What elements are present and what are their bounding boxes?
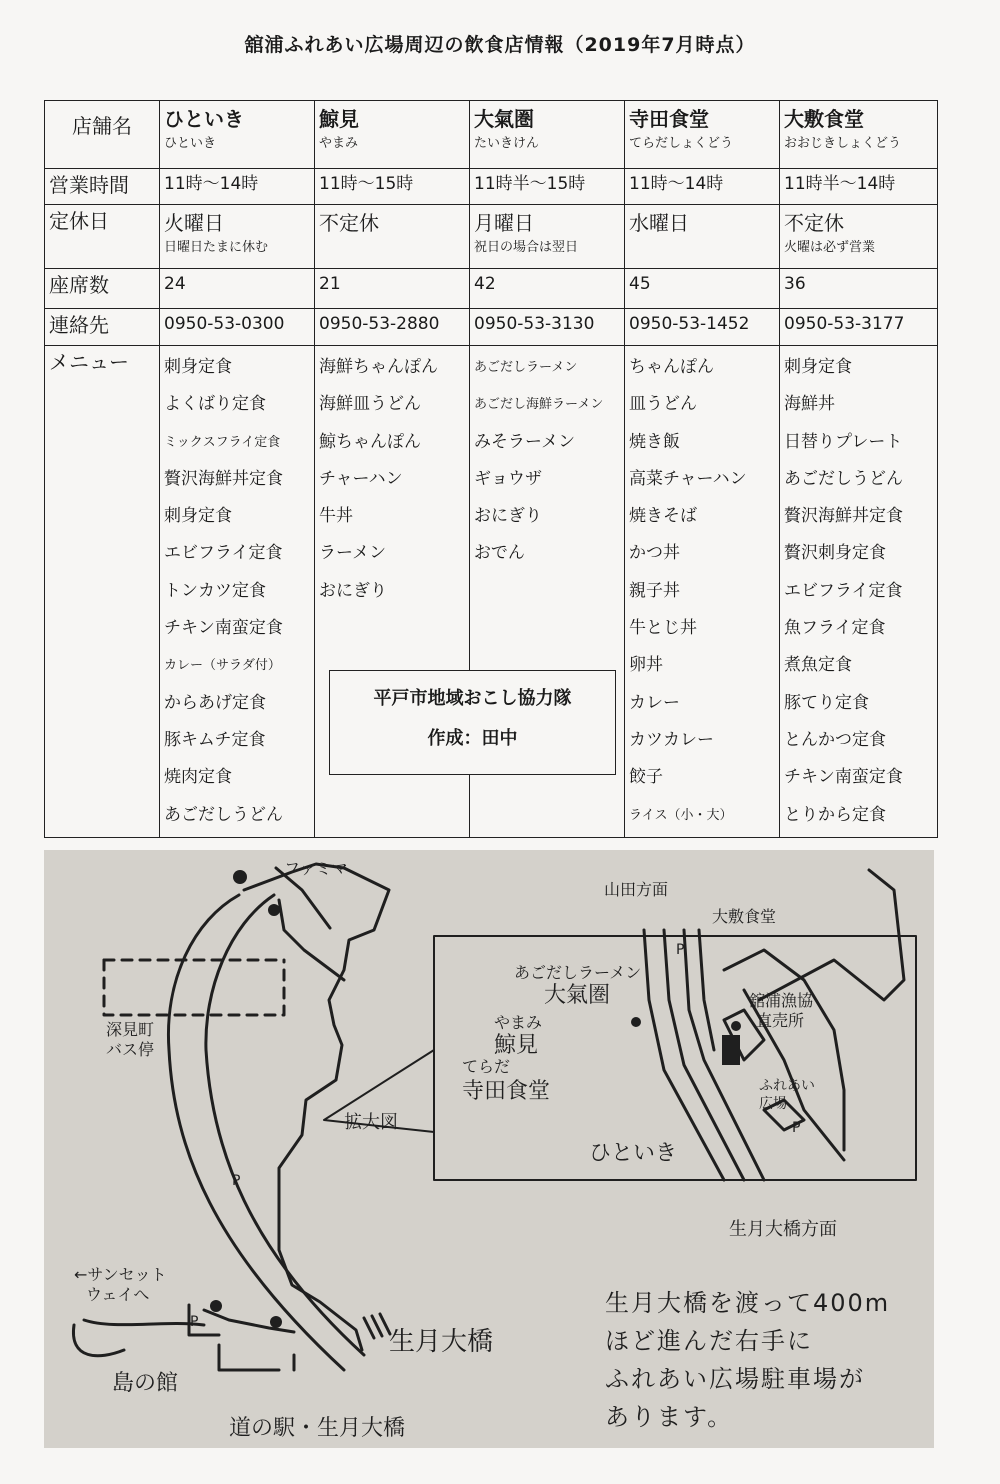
menu-item: 牛丼 <box>319 506 353 527</box>
map-label-gyokyo-2: 直売所 <box>756 1011 805 1030</box>
menu-item: 焼肉定食 <box>164 767 232 788</box>
label-hours: 営業時間 <box>45 169 160 205</box>
menu-item: 贅沢刺身定食 <box>784 543 886 564</box>
map-label-hitoiki: ひといき <box>589 1141 678 1166</box>
map-label-yamada: 山田方面 <box>604 880 669 899</box>
closed-cell <box>160 205 315 269</box>
menu-item: ミックスフライ定食 <box>164 434 281 450</box>
menu-item: 卵丼 <box>629 655 663 676</box>
menu-item: 刺身定食 <box>164 506 232 527</box>
menu-item: 魚フライ定食 <box>784 618 886 639</box>
shop-hours: 11時～15時 <box>315 169 470 205</box>
menu-item: あごだし海鮮ラーメン <box>474 397 604 413</box>
closed-note: 祝日の場合は翌日 <box>474 240 579 255</box>
shop-reading: ひといき <box>164 136 217 151</box>
label-closed: 定休日 <box>45 205 160 269</box>
credit-box <box>329 670 616 775</box>
map-label-hiroba: ふれあい <box>759 1078 815 1094</box>
credit-author: 作成：田中 <box>427 728 518 749</box>
menu-item: エビフライ定食 <box>164 543 283 564</box>
menu-item: チャーハン <box>319 468 403 489</box>
menu-item: 餃子 <box>629 767 663 788</box>
page-title: 舘浦ふれあい広場周辺の飲食店情報（2019年7月時点） <box>244 34 756 56</box>
menu-item: トンカツ定食 <box>164 580 266 601</box>
map-label-bridge-dir: 生月大橋方面 <box>729 1219 837 1240</box>
label-contact: 連絡先 <box>45 309 160 346</box>
shop-hours: 11時半～15時 <box>470 169 625 205</box>
menu-item: チキン南蛮定食 <box>164 618 283 639</box>
menu-item: 煮魚定食 <box>784 655 852 676</box>
shop-phone: 0950-53-0300 <box>160 309 315 346</box>
menu-item: あごだしラーメン <box>474 360 578 375</box>
menu-item: おでん <box>474 543 525 564</box>
closed-cell <box>780 205 938 269</box>
map-label-sunset: ←サンセット <box>74 1265 167 1284</box>
shop-cell <box>625 101 780 169</box>
menu-item: とりから定食 <box>784 804 886 825</box>
parking-icon: P <box>792 1120 801 1136</box>
shop-phone: 0950-53-1452 <box>625 309 780 346</box>
menu-item: 牛とじ丼 <box>629 618 697 639</box>
row-shop-name <box>45 101 938 169</box>
map-label-terada: 寺田食堂 <box>462 1079 551 1104</box>
shop-phone: 0950-53-3130 <box>470 309 625 346</box>
menu-item: カレー <box>629 692 680 713</box>
shop-seats: 21 <box>315 269 470 309</box>
menu-item: からあげ定食 <box>164 692 266 713</box>
menu-item: ギョウザ <box>474 468 542 489</box>
menu-item: 焼き飯 <box>629 431 680 452</box>
closed-day: 火曜日 <box>164 211 224 235</box>
row-closed <box>45 205 938 269</box>
closed-day: 不定休 <box>319 211 379 235</box>
menu-item: あごだしうどん <box>784 468 903 489</box>
menu-list <box>629 349 775 834</box>
menu-item: エビフライ定食 <box>784 580 903 601</box>
shop-phone: 0950-53-2880 <box>315 309 470 346</box>
menu-cell <box>780 346 938 838</box>
menu-item: よくばり定食 <box>164 394 266 415</box>
credit-org: 平戸市地域おこし協力隊 <box>373 688 572 709</box>
shop-seats: 36 <box>780 269 938 309</box>
row-hours <box>45 169 938 205</box>
menu-list <box>164 349 310 834</box>
menu-item: 高菜チャーハン <box>629 468 747 489</box>
shop-name: 寺田食堂 <box>629 107 709 131</box>
label-seats: 座席数 <box>45 269 160 309</box>
map-label-agodashi: あごだしラーメン <box>514 963 642 982</box>
shop-reading: てらだしょくどう <box>629 136 734 151</box>
map-label-famima: ファミマ <box>284 859 348 878</box>
shop-reading: おおじきしょくどう <box>784 136 902 151</box>
map-label-sunset-2: ウェイへ <box>86 1285 150 1304</box>
closed-note: 火曜は必ず営業 <box>784 240 876 255</box>
map-label-bus-stop: 深見町 <box>106 1020 155 1039</box>
map-label-zoom: 拡大図 <box>344 1112 398 1133</box>
map-label-shima: 島の館 <box>112 1371 179 1396</box>
closed-cell <box>315 205 470 269</box>
shop-name: 大氣圏 <box>474 107 534 131</box>
map-label-terada-kana: てらだ <box>462 1057 511 1076</box>
map-label-taikiken: 大氣圏 <box>544 983 611 1008</box>
menu-item: 皿うどん <box>629 394 697 415</box>
parking-icon: P <box>232 1173 241 1189</box>
menu-cell <box>625 346 780 838</box>
shop-cell <box>780 101 938 169</box>
closed-day: 不定休 <box>784 211 844 235</box>
label-menu: メニュー <box>45 346 160 838</box>
direction-note <box>605 1284 890 1436</box>
menu-list <box>319 349 465 610</box>
shop-reading: やまみ <box>319 136 359 151</box>
note-line: あります。 <box>605 1403 734 1431</box>
map-label-michinoeki: 道の駅・生月大橋 <box>229 1416 406 1441</box>
menu-item: ライス（小・大） <box>629 807 733 823</box>
menu-item: 海鮮ちゃんぽん <box>319 357 438 377</box>
closed-note: 日曜日たまに休む <box>164 240 269 255</box>
menu-item: 日替りプレート <box>784 431 903 452</box>
shop-hours: 11時～14時 <box>625 169 780 205</box>
map-label-ooshiki: 大敷食堂 <box>712 907 777 926</box>
menu-item: みそラーメン <box>474 431 576 452</box>
menu-item: 豚てり定食 <box>784 692 869 713</box>
note-line: ほど進んだ右手に <box>605 1327 813 1355</box>
map-label-yamami: やまみ <box>494 1013 543 1032</box>
menu-item: カレー（サラダ付） <box>164 658 281 674</box>
menu-item: 刺身定食 <box>164 357 232 377</box>
shop-phone: 0950-53-3177 <box>780 309 938 346</box>
menu-item: とんかつ定食 <box>784 729 886 750</box>
menu-item: 海鮮皿うどん <box>319 394 421 415</box>
map-label-hiroba-2: 広場 <box>759 1096 787 1112</box>
menu-item: ちゃんぽん <box>629 357 714 377</box>
menu-item: ラーメン <box>319 543 387 564</box>
shop-seats: 24 <box>160 269 315 309</box>
shop-name: 大敷食堂 <box>784 107 864 131</box>
map-label-kujirami: 鯨見 <box>494 1033 539 1058</box>
menu-item: 贅沢海鮮丼定食 <box>164 468 283 489</box>
parking-icon: P <box>190 1314 199 1330</box>
shop-reading: たいきけん <box>474 136 540 151</box>
note-line: ふれあい広場駐車場が <box>605 1365 865 1393</box>
menu-item: 海鮮丼 <box>784 394 835 415</box>
map-label-bus-stop-2: バス停 <box>106 1040 155 1059</box>
menu-item: 刺身定食 <box>784 357 852 377</box>
shop-seats: 45 <box>625 269 780 309</box>
menu-item: おにぎり <box>474 506 542 527</box>
menu-item: 親子丼 <box>629 580 680 601</box>
label-shop-name: 店舗名 <box>45 101 160 169</box>
shop-hours: 11時半～14時 <box>780 169 938 205</box>
menu-item: 贅沢海鮮丼定食 <box>784 506 903 527</box>
shop-name: ひといき <box>164 107 244 131</box>
menu-item: 焼きそば <box>629 506 697 527</box>
shop-cell <box>315 101 470 169</box>
closed-day: 月曜日 <box>474 211 534 235</box>
menu-cell <box>160 346 315 838</box>
menu-item: カツカレー <box>629 729 714 750</box>
shop-name: 鯨見 <box>319 107 359 131</box>
shop-cell <box>160 101 315 169</box>
menu-item: あごだしうどん <box>164 804 283 825</box>
shop-seats: 42 <box>470 269 625 309</box>
menu-list <box>784 349 933 834</box>
closed-day: 水曜日 <box>629 211 689 235</box>
map-label-gyokyo: 舘浦漁協 <box>749 991 814 1010</box>
menu-item: かつ丼 <box>629 543 680 564</box>
menu-item: 豚キムチ定食 <box>164 729 266 750</box>
shop-cell <box>470 101 625 169</box>
closed-cell <box>625 205 780 269</box>
menu-item: チキン南蛮定食 <box>784 767 903 788</box>
shop-hours: 11時～14時 <box>160 169 315 205</box>
menu-item: おにぎり <box>319 580 387 601</box>
menu-item: 鯨ちゃんぽん <box>319 431 421 452</box>
map-label-bridge: 生月大橋 <box>389 1327 494 1357</box>
note-line: 生月大橋を渡って400m <box>605 1289 891 1317</box>
parking-icon: P <box>676 942 685 958</box>
row-contact <box>45 309 938 346</box>
row-seats <box>45 269 938 309</box>
closed-cell <box>470 205 625 269</box>
menu-list <box>474 349 620 573</box>
